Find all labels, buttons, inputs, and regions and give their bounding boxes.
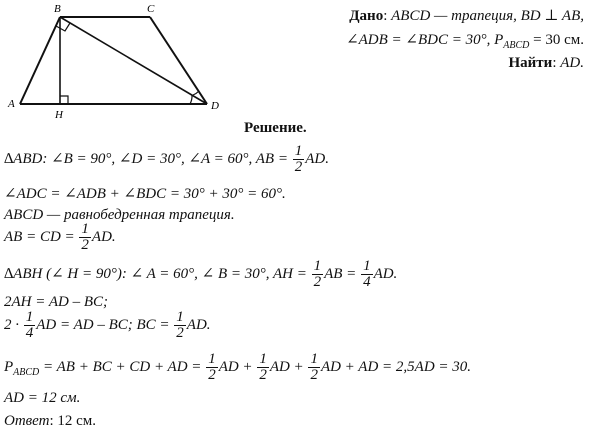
side-ab: [20, 17, 60, 104]
solution-line-2: ∠ADC = ∠ADB + ∠BDC = 30° + 30° = 60°.: [4, 186, 286, 202]
fraction: $\frac{1}{2}$: [81, 221, 89, 253]
vertex-label-c: C: [147, 3, 155, 15]
answer-line: [4, 413, 96, 430]
fraction: $\frac{1}{2}$: [294, 143, 303, 175]
given-line-2: [346, 30, 584, 51]
solution-line-4: AB = CD = $\frac{1}{2}$ AD.: [4, 221, 116, 253]
given-text-2b: = 30 см.: [529, 32, 584, 48]
solution-line-3: ABCD — равнобедренная трапеция.: [4, 207, 235, 223]
vertex-label-a: A: [8, 98, 15, 110]
find-label: Найти: [508, 55, 553, 71]
solution-line-8: $P_{ABCD}$ = AB + BC + CD + AD = $\frac{1}{2}$ AD + $\frac{1}{2}$ AD + $\frac{1}{2}$ AD + AD = 2,5AD = 30.: [4, 351, 472, 383]
angle-arc-d-upper: [193, 91, 199, 95]
solution-line-1: ∆ABD: ∠B = 90°, ∠D = 30°, ∠A = 60°, AB = $\frac{1}{2}$ AD.: [4, 143, 329, 175]
given-text-1: ABCD — трапеция, BD ⊥ AB,: [391, 8, 584, 24]
fraction: $\frac{1}{4}$: [25, 309, 34, 341]
vertex-label-h: H: [55, 109, 63, 121]
fraction: $\frac{1}{2}$: [208, 351, 216, 383]
right-angle-h: [60, 96, 68, 104]
solution-line-7: 2 · $\frac{1}{4}$ AD = AD – BC; BC = $\frac{1}{2}$ AD.: [4, 309, 211, 341]
fraction: $\frac{1}{4}$: [363, 258, 371, 290]
trapezoid-figure: [0, 0, 240, 125]
solution-title: Решение.: [244, 120, 307, 136]
angle-arc-d-lower: [190, 95, 192, 104]
fraction: $\frac{1}{2}$: [313, 258, 322, 290]
given-line-1: Дано: ABCD — трапеция, BD ⊥ AB,: [349, 8, 584, 24]
right-angle-b: [56, 23, 70, 31]
answer-label: Ответ: [4, 413, 50, 429]
find-value: AD.: [560, 55, 584, 71]
answer-value: : 12 см.: [49, 413, 97, 429]
solution-line-6: 2AH = AD – BC;: [4, 294, 109, 310]
fraction: $\frac{1}{2}$: [259, 351, 267, 383]
fraction: $\frac{1}{2}$: [310, 351, 318, 383]
given-text-2a: ∠ADB = ∠BDC = 30°, P: [346, 32, 504, 48]
find-line: Найти: AD.: [508, 55, 584, 71]
diagonal-bd: [60, 17, 207, 104]
vertex-label-d: D: [211, 100, 219, 112]
fraction: $\frac{1}{2}$: [176, 309, 184, 341]
given-text-2-sub: ABCD: [503, 40, 530, 51]
solution-line-5: ∆ABH (∠ H = 90°): ∠ A = 60°, ∠ B = 30°, AH = $\frac{1}{2}$ AB = $\frac{1}{4}$ AD.: [4, 258, 398, 290]
vertex-label-b: B: [54, 3, 61, 15]
given-label: Дано: [349, 8, 384, 24]
solution-line-9: AD = 12 см.: [4, 390, 81, 406]
